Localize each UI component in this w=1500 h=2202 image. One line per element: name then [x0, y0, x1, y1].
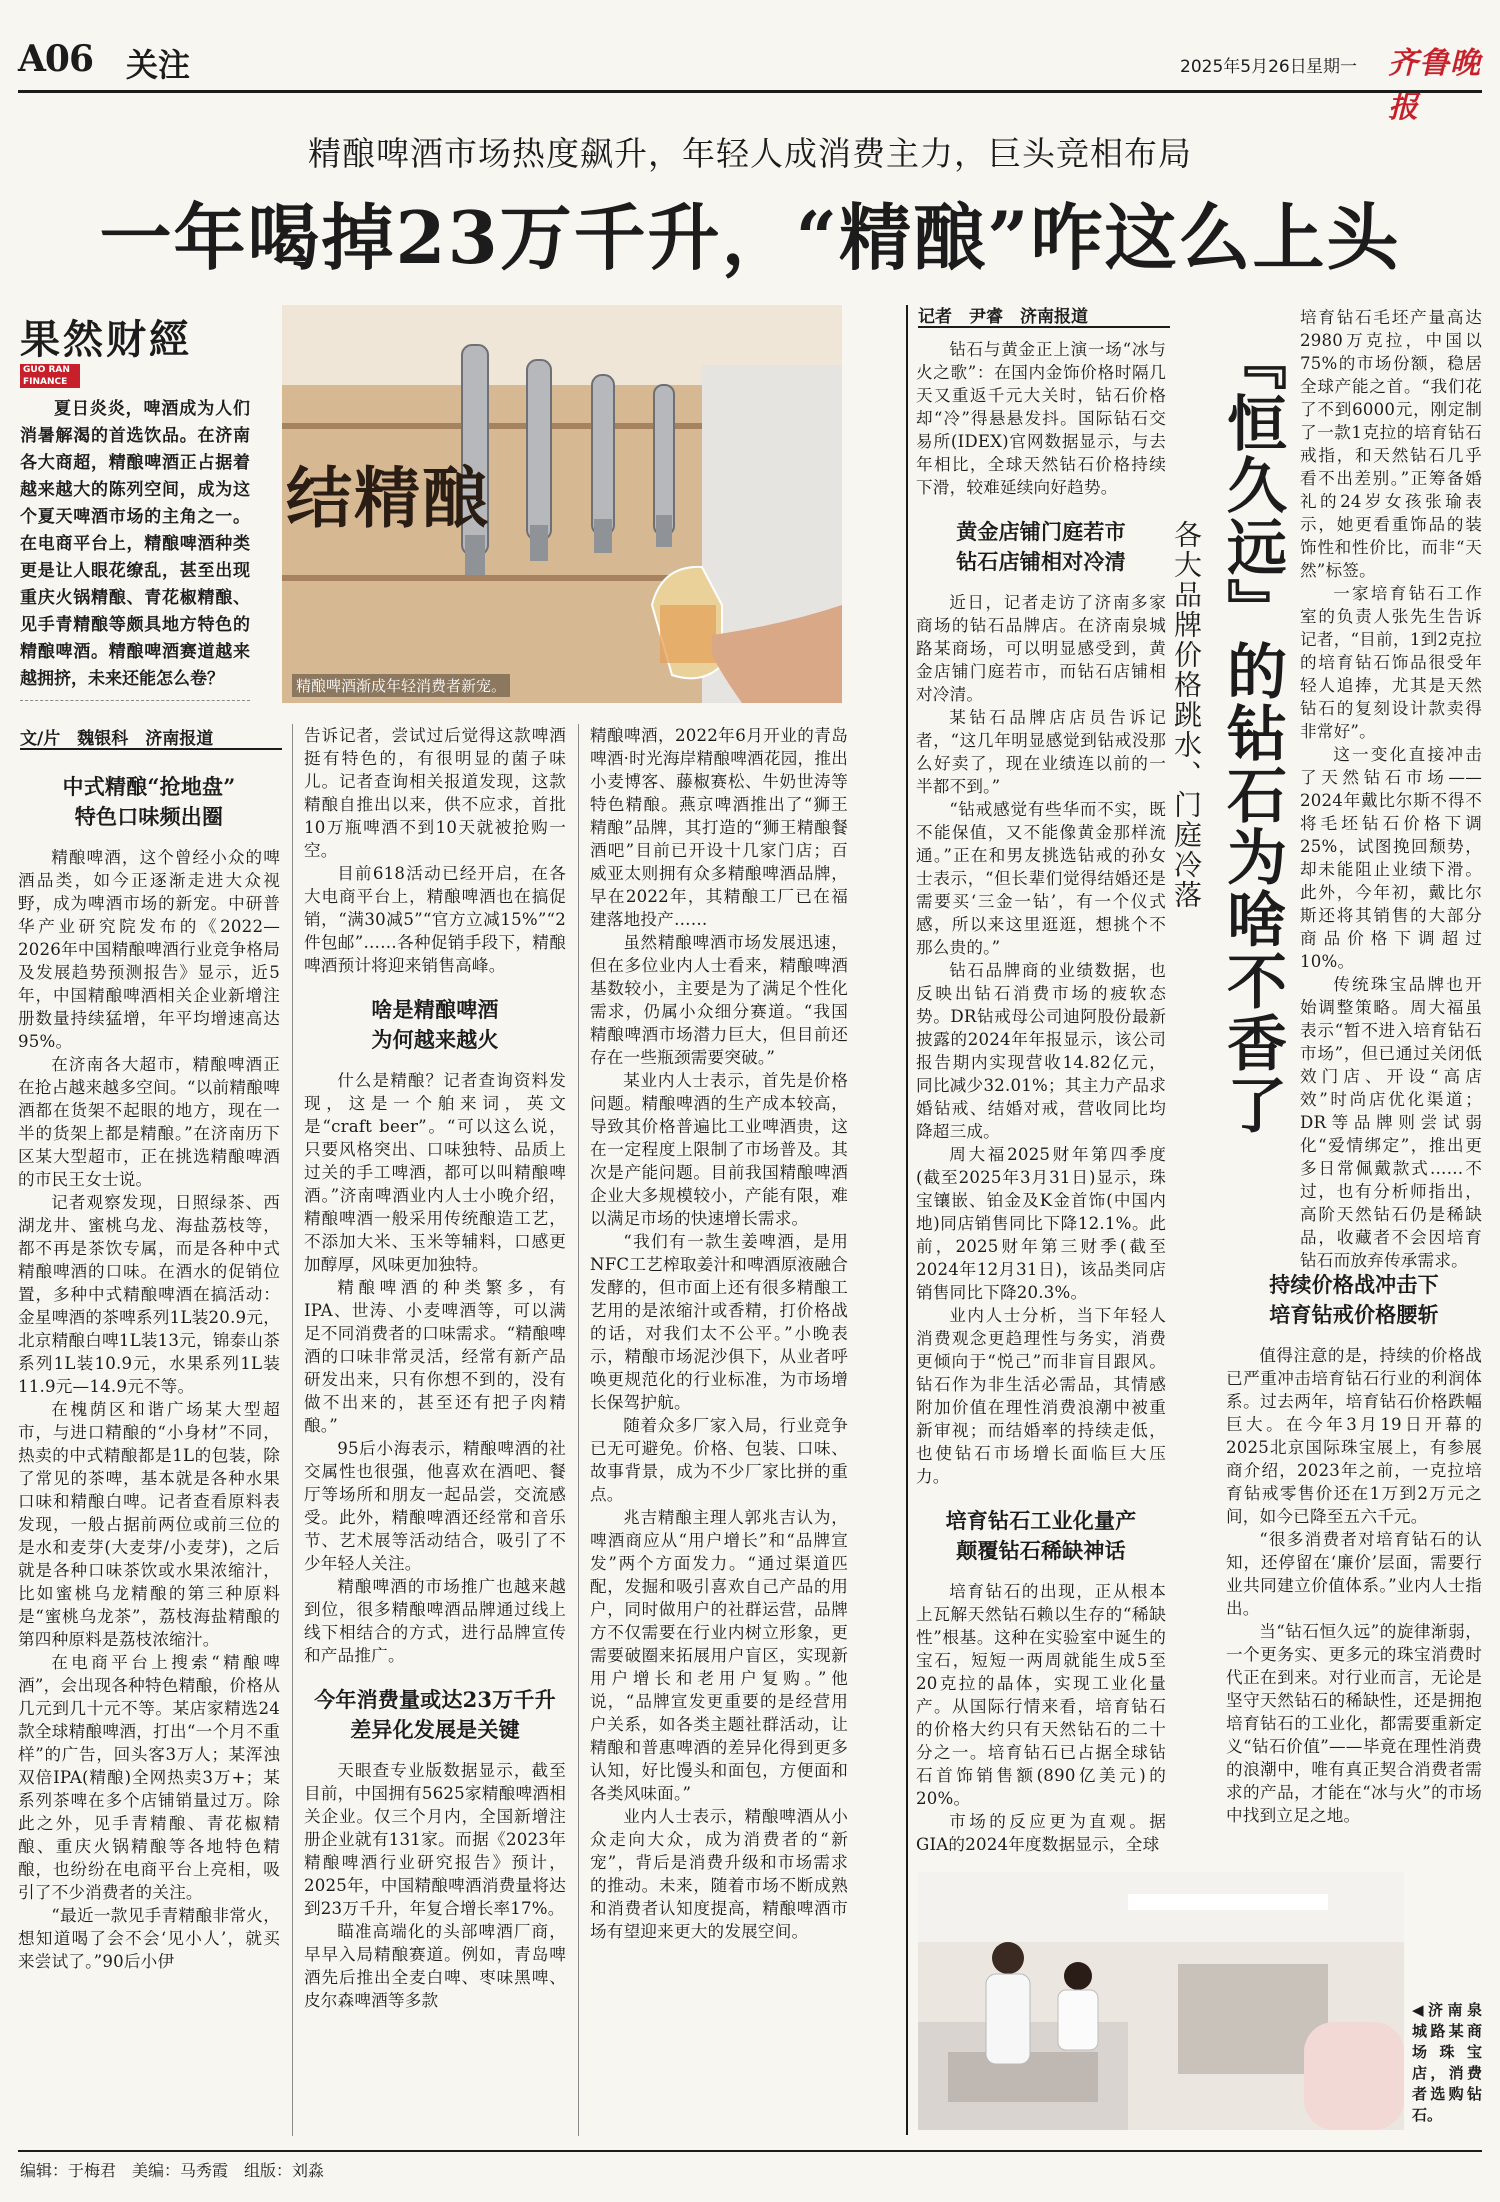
section-name: 关注	[126, 46, 191, 84]
beer-col3-p4: “我们有一款生姜啤酒，是用NFC工艺榨取姜汁和啤酒原液融合发酵的，但市面上还有很多精酿工艺用的是浓缩汁或香精，打价格战的话，对我们太不公平。”小晚表示，精酿市场泥沙俱下，从业者呼唤更规范化的行业标准，为市场增长保驾护航。	[590, 1232, 848, 1412]
diamond-byline-rule	[918, 326, 1170, 328]
beer-byline-rule	[20, 748, 282, 750]
diamond-col1-p9: 市场的反应更为直观。据GIA的2024年度数据显示，全球	[916, 1812, 1166, 1854]
diamond-col2-p5: 值得注意的是，持续的价格战已严重冲击培育钻石行业的利润体系。过去两年，培育钻石价格跌幅巨大。在今年3月19日开幕的2025北京国际珠宝展上，有参展商介绍，2023年之前，一克拉培育钻戒零售价还在1万到2万元之间，如今已降至五六千元。	[1226, 1346, 1482, 1526]
beer-column-2	[304, 724, 566, 2012]
beer-col3-p7: 业内人士表示，精酿啤酒从小众走向大众，成为消费者的“新宠”，背后是消费升级和市场需求的推动。未来，随着市场不断成熟和消费者认知度提高，精酿啤酒市场有望迎来更大的发展空间。	[590, 1807, 848, 1941]
beer-col1-p2: 在济南各大超市，精酿啤酒正在抢占越来越多空间。“以前精酿啤酒都在货架不起眼的地方，现在一半的货架上都是精酿。”在济南历下区某大型超市，正在挑选精酿啤酒的市民王女士说。	[18, 1055, 280, 1189]
beer-col1-p1: 精酿啤酒，这个曾经小众的啤酒品类，如今正逐渐走进大众视野，成为啤酒市场的新宠。中研普华产业研究院发布的《2022—2026年中国精酿啤酒行业竞争格局及发展趋势预测报告》显示，近5年，中国精酿啤酒相关企业新增注册数量持续猛增，年平均增速高达95%。	[18, 848, 280, 1051]
footer-credits: 编辑：于梅君 美编：马秀霞 组版：刘淼	[20, 2161, 325, 2180]
diamond-col1-p1: 钻石与黄金正上演一场“冰与火之歌”：在国内金饰价格时隔几天又重返千元大关时，钻石价格却“冷”得悬悬发抖。国际钻石交易所(IDEX)官网数据显示，与去年相比，全球天然钻石价格持续下滑，较难延续向好趋势。	[916, 340, 1166, 497]
headline-kicker: 精酿啤酒市场热度飙升，年轻人成消费主力，巨头竞相布局	[308, 134, 1192, 173]
column-logo	[20, 316, 250, 387]
column-logo-cn: 果然财經	[20, 316, 192, 363]
beer-photo-sign: 结精酿	[286, 459, 490, 537]
diamond-col2-p3: 这一变化直接冲击了天然钻石市场——2024年戴比尔斯不得不将毛坯钻石价格下调25%，试图挽回颓势，却未能阻止业绩下滑。此外，今年初，戴比尔斯还将其销售的大部分商品价格下调超过10%。	[1300, 745, 1482, 971]
intro-rule	[20, 700, 250, 701]
beer-col3-p3: 某业内人士表示，首先是价格问题。精酿啤酒的生产成本较高，导致其价格普遍比工业啤酒贵，这在一定程度上限制了市场普及。其次是产能问题。目前我国精酿啤酒企业大多规模较小，产能有限，难以满足市场的快速增长需求。	[590, 1071, 848, 1228]
diamond-photo-illustration	[918, 1872, 1404, 2130]
diamond-col2-p7: 当“钻石恒久远”的旋律渐弱，一个更务实、更多元的珠宝消费时代正在到来。对行业而言，无论是坚守天然钻石的稀缺性，还是拥抱培育钻石的工业化，都需要重新定义“钻石价值”——毕竟在理性消费的浪潮中，唯有真正契合消费者需求的产品，才能在“冰与火”的市场中找到立足之地。	[1226, 1622, 1482, 1825]
diamond-column-2-text	[1300, 306, 1482, 1272]
diamond-col1-p8: 培育钻石的出现，正从根本上瓦解天然钻石赖以生存的“稀缺性”根基。这种在实验室中诞生的宝石，短短一两周就能生成5至20克拉的晶体，实现工业化量产。从国际行情来看，培育钻石的价格大约只有天然钻石的二十分之一。培育钻石已占据全球钻石首饰销售额(890亿美元)的20%。	[916, 1582, 1166, 1808]
beer-col1-p4: 在槐荫区和谐广场某大型超市，与进口精酿的“小身材”不同，热卖的中式精酿都是1L的包装，除了常见的茶啤，基本就是各种水果口味和精酿白啤。记者查看原料表发现，一般占据前两位或前三位的是水和麦芽(大麦芽/小麦芽)，之后就是各种口味茶饮或水果浓缩汁，比如蜜桃乌龙精酿的第三种原料是“蜜桃乌龙茶”，荔枝海盐精酿的第四种原料是荔枝浓缩汁。	[18, 1400, 280, 1649]
headline-main: 一年喝掉23万千升，“精酿”咋这么上头	[99, 195, 1401, 280]
column-logo-en: GUO RAN FINANCE	[20, 364, 80, 388]
beer-col2-p1: 告诉记者，尝试过后觉得这款啤酒挺有特色的，有很明显的菌子味儿。记者查询相关报道发现，这款精酿自推出以来，供不应求，首批10万瓶啤酒不到10天就被抢购一空。	[304, 726, 566, 860]
beer-col2-p3: 什么是精酿？记者查询资料发现，这是一个舶来词，英文是“craft beer”。“可以这么说，只要风格突出、口味独特、品质上过关的手工啤酒，都可以叫精酿啤酒。”济南啤酒业内人士小晚介绍，精酿啤酒一般采用传统酿造工艺，不添加大米、玉米等辅料，口感更加醇厚，风味更加独特。	[304, 1071, 566, 1274]
diamond-big-title: 『恒久远』的钻石为啥不香了	[1217, 330, 1287, 1136]
beer-col-rule-2	[578, 724, 579, 2136]
page-number: A06	[18, 38, 94, 80]
intro-paragraph: 夏日炎炎，啤酒成为人们消暑解渴的首选饮品。在济南各大商超，精酿啤酒正占据着越来越大的陈列空间，成为这个夏天啤酒市场的主角之一。在电商平台上，精酿啤酒种类更是让人眼花缭乱，甚至出现重庆火锅精酿、青花椒精酿、见手青精酿等颇具地方特色的精酿啤酒。精酿啤酒赛道越来越拥挤，未来还能怎么卷？	[20, 399, 250, 689]
diamond-photo-caption: ◀济南泉城路某商场珠宝店，消费者选购钻石。	[1412, 2001, 1482, 2124]
diamond-col1-p3: 某钻石品牌店店员告诉记者，“这几年明显感觉到钻戒没那么好卖了，现在业绩连以前的一半都不到。”	[916, 708, 1166, 796]
diamond-col2-p1: 培育钻石毛坯产量高达2980万克拉，中国以75%的市场份额，稳居全球产能之首。“我们花了不到6000元，刚定制了一款1克拉的培育钻石戒指，和天然钻石几乎看不出差别。”正筹备婚礼的24岁女孩张瑜表示，她更看重饰品的装饰性和性价比，而非“天然”标签。	[1300, 308, 1482, 580]
beer-photo	[282, 305, 842, 703]
story-divider	[906, 305, 908, 2135]
beer-col2-p4: 精酿啤酒的种类繁多，有IPA、世涛、小麦啤酒等，可以满足不同消费者的口味需求。“精酿啤酒的口味非常灵活，经常有新产品研发出来，只有你想不到的，没有做不出来的，甚至还有把子肉精酿。”	[304, 1278, 566, 1435]
beer-col3-p6: 兆吉精酿主理人郭兆吉认为，啤酒商应从“用户增长”和“品牌宣发”两个方面发力。“通过渠道匹配，发掘和吸引喜欢自己产品的用户，同时做用户的社群运营，品牌方不仅需要在行业内树立形象，更需要破圈来拓展用户盲区，实现新用户增长和老用户复购。”他说，“品牌宣发更重要的是经营用户关系，如各类主题社群活动，让精酿和普惠啤酒的差异化得到更多认知，好比馒头和面包，方便面和各类风味面。”	[590, 1508, 848, 1803]
diamond-column-2-lower	[1226, 1270, 1482, 1827]
diamond-col1-p6: 周大福2025财年第四季度(截至2025年3月31日)显示，珠宝镶嵌、铂金及K金首饰(中国内地)同店销售同比下降12.1%。此前，2025财年第三财季(截至2024年12月31日)，该品类同店销售同比下降20.3%。	[916, 1145, 1166, 1302]
beer-byline: 文/片 魏银科 济南报道	[20, 729, 214, 749]
beer-column-1	[18, 758, 280, 1973]
issue-weekday: 星期一	[1306, 57, 1357, 77]
beer-col-rule-1	[292, 724, 293, 2136]
footer-rule	[18, 2150, 1482, 2152]
diamond-subhead-1: 黄金店铺门庭若市 钻石店铺相对冷清	[956, 519, 1126, 574]
beer-subhead-2: 啥是精酿啤酒 为何越来越火	[371, 997, 499, 1052]
beer-col1-p3: 记者观察发现，日照绿茶、西湖龙井、蜜桃乌龙、海盐荔枝等，都不再是茶饮专属，而是各种中式精酿啤酒的口味。在酒水的促销位置，多种中式精酿啤酒在搞活动：金星啤酒的茶啤系列1L装20.9元，北京精酿白啤1L装13元，锦泰山茶系列1L装10.9元，水果系列1L装11.9元—14.9元不等。	[18, 1193, 280, 1396]
issue-date: 2025年5月26日	[1180, 57, 1307, 77]
diamond-sub-title: 各大品牌价格跳水、门庭冷落	[1170, 520, 1203, 910]
diamond-photo	[918, 1872, 1404, 2130]
diamond-column-1	[916, 338, 1166, 1856]
diamond-col2-p2: 一家培育钻石工作室的负责人张先生告诉记者，“目前，1到2克拉的培育钻石饰品很受年轻人追捧，尤其是天然钻石的复刻设计款卖得非常好”。	[1300, 584, 1482, 741]
diamond-col1-p5: 钻石品牌商的业绩数据，也反映出钻石消费市场的疲软态势。DR钻戒母公司迪阿股份最新披露的2024年年报显示，该公司报告期内实现营收14.82亿元，同比减少32.01%；其主力产品求婚钻戒、结婚对戒，营收同比均降超三成。	[916, 961, 1166, 1141]
diamond-subhead-3: 持续价格战冲击下 培育钻戒价格腰斩	[1269, 1272, 1439, 1327]
masthead	[18, 38, 1482, 125]
beer-subhead-1: 中式精酿“抢地盘” 特色口味频出圈	[62, 774, 236, 829]
diamond-col2-p6: “很多消费者对培育钻石的认知，还停留在‘廉价’层面，需要行业共同建立价值体系。”业内人士指出。	[1226, 1530, 1482, 1618]
beer-col2-p8: 瞄准高端化的头部啤酒厂商，早早入局精酿赛道。例如，青岛啤酒先后推出全麦白啤、枣味黑啤、皮尔森啤酒等多款	[304, 1922, 566, 2010]
diamond-byline: 记者 尹睿 济南报道	[918, 307, 1088, 327]
diamond-col1-p4: “钻戒感觉有些华而不实，既不能保值，又不能像黄金那样流通。”正在和男友挑选钻戒的孙女士表示，“但长辈们觉得结婚还是需要买‘三金一钻’，有一个仪式感，所以来这里逛逛，想挑个不那么贵的。”	[916, 800, 1166, 957]
paper-logo: 齐鲁晚报	[1388, 46, 1481, 125]
beer-col2-p5: 95后小海表示，精酿啤酒的社交属性也很强，他喜欢在酒吧、餐厅等场所和朋友一起品尝，交流感受。此外，精酿啤酒还经常和音乐节、艺术展等活动结合，吸引了不少年轻人关注。	[304, 1439, 566, 1573]
beer-col2-p7: 天眼查专业版数据显示，截至目前，中国拥有5625家精酿啤酒相关企业。仅三个月内，全国新增注册企业就有131家。而据《2023年精酿啤酒行业研究报告》预计，2025年，中国精酿啤酒消费量将达到23万千升，年复合增长率17%。	[304, 1761, 566, 1918]
beer-col1-p5: 在电商平台上搜索“精酿啤酒”，会出现各种特色精酿，价格从几元到几十元不等。某店家精选24款全球精酿啤酒，打出“一个月不重样”的广告，回头客3万人；某浑浊双倍IPA(精酿)全网热卖3万+；某系列茶啤在多个店铺销量过万。除此之外，见手青精酿、青花椒精酿、重庆火锅精酿等各地特色精酿，也纷纷在电商平台上亮相，吸引了不少消费者的关注。	[18, 1653, 280, 1902]
beer-col3-p2: 虽然精酿啤酒市场发展迅速，但在多位业内人士看来，精酿啤酒基数较小，主要是为了满足个性化需求，仍属小众细分赛道。“我国精酿啤酒市场潜力巨大，但目前还存在一些瓶颈需要突破。”	[590, 933, 848, 1067]
beer-col3-p1: 精酿啤酒，2022年6月开业的青岛啤酒·时光海岸精酿啤酒花园，推出小麦博客、藤椒赛松、牛奶世涛等特色精酿。燕京啤酒推出了“狮王精酿”品牌，其打造的“狮王精酿餐酒吧”目前已开设十几家门店；百威亚太则拥有众多精酿啤酒品牌，早在2022年，其精酿工厂已在福建落地投产……	[590, 726, 848, 929]
diamond-col1-p2: 近日，记者走访了济南多家商场的钻石品牌店。在济南泉城路某商场，可以明显感受到，黄金店铺门庭若市，而钻石店铺相对冷清。	[916, 593, 1166, 704]
masthead-rule	[18, 90, 1482, 93]
beer-col2-p6: 精酿啤酒的市场推广也越来越到位，很多精酿啤酒品牌通过线上线下相结合的方式，进行品牌宣传和产品推广。	[304, 1577, 566, 1665]
beer-col1-p6: “最近一款见手青精酿非常火，想知道喝了会不会‘见小人’，就买来尝试了。”90后小伊	[18, 1906, 280, 1971]
diamond-col2-p4: 传统珠宝品牌也开始调整策略。周大福虽表示“暂不进入培育钻石市场”，但已通过关闭低效门店、开设“高店效”时尚店优化渠道；DR等品牌则尝试弱化“爱情绑定”，推出更多日常佩戴款式……不过，也有分析师指出，高阶天然钻石仍是稀缺品，收藏者不会因培育钻石而放弃传承需求。	[1300, 975, 1482, 1270]
diamond-subhead-2: 培育钻石工业化量产 颠覆钻石稀缺神话	[945, 1508, 1137, 1563]
beer-column-3	[590, 724, 848, 1943]
beer-subhead-3: 今年消费量或达23万千升 差异化发展是关键	[314, 1687, 556, 1742]
beer-col2-p2: 目前618活动已经开启，在各大电商平台上，精酿啤酒也在搞促销，“满30减5”“官方立减15%”“2件包邮”……各种促销手段下，精酿啤酒预计将迎来销售高峰。	[304, 864, 566, 975]
beer-col3-p5: 随着众多厂家入局，行业竞争已无可避免。价格、包装、口味、故事背景，成为不少厂家比拼的重点。	[590, 1416, 848, 1504]
diamond-col1-p7: 业内人士分析，当下年轻人消费观念更趋理性与务实，消费更倾向于“悦己”而非盲目跟风。钻石作为非生活必需品，其情感附加价值在理性消费浪潮中被重新审视；而结婚率的持续走低，也使钻石市场增长面临巨大压力。	[916, 1306, 1166, 1486]
beer-photo-caption: 精酿啤酒渐成年轻消费者新宠。	[292, 674, 510, 697]
